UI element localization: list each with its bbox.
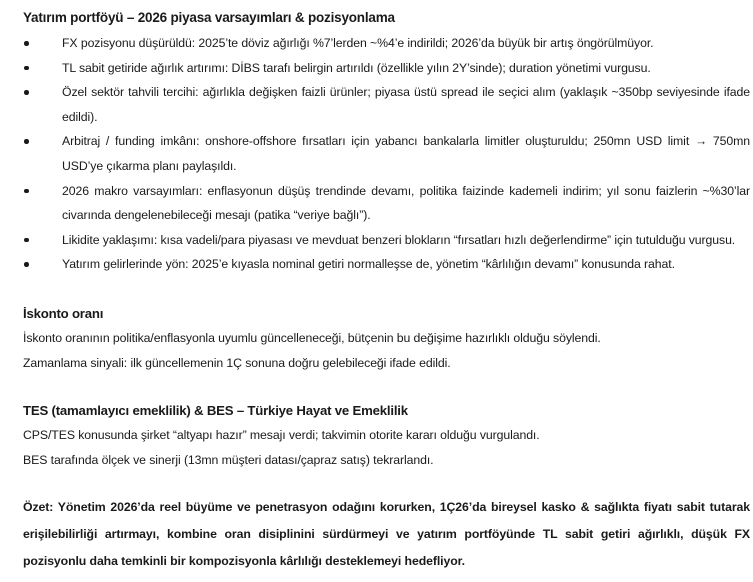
bullet-text: FX pozisyonu düşürüldü: 2025’te döviz ağırlığı %7’lerden ~%4’e indirildi; 2026’da büyük bir artış öngörülmüyor. xyxy=(62,36,654,50)
bullet-item xyxy=(23,80,750,129)
bullet-text: Arbitraj / funding imkânı: onshore-offshore fırsatları için yabancı bankalarla limitler oluşturuldu; 250mn USD limit → 750mn USD’ye çıkarma planı paylaşıldı. xyxy=(62,134,750,173)
bullet-text: Özel sektör tahvili tercihi: ağırlıkla değişken faizli ürünler; piyasa üstü spread ile seçici alım (yaklaşık ~350bp seviyesinde ifade edildi). xyxy=(62,85,750,124)
bullet-icon xyxy=(24,139,29,144)
bullet-item xyxy=(23,31,750,56)
bullet-list xyxy=(23,31,750,277)
bullet-icon xyxy=(24,41,29,46)
paragraph: Zamanlama sinyali: ilk güncellemenin 1Ç sonuna doğru gelebileceği ifade edildi. xyxy=(23,355,451,370)
bullet-item xyxy=(23,228,750,253)
section-iskonto-orani xyxy=(23,301,750,375)
bullet-text: Yatırım gelirlerinde yön: 2025’e kıyasla nominal getiri normalleşse de, yönetim “kârlılığın devamı” konusunda rahat. xyxy=(62,257,675,272)
bullet-icon xyxy=(24,238,29,243)
paragraph: BES tarafında ölçek ve sinerji (13mn müşteri datası/çapraz satış) tekrarlandı. xyxy=(23,452,434,467)
bullet-icon xyxy=(24,189,29,194)
bullet-item xyxy=(23,129,750,178)
bullet-icon xyxy=(24,66,29,71)
bullet-item xyxy=(23,252,750,277)
paragraph: CPS/TES konusunda şirket “altyapı hazır” mesajı verdi; takvimin otorite kararı olduğu vurgulandı. xyxy=(23,428,540,443)
section-heading-tes-bes: TES (tamamlayıcı emeklilik) & BES – Türkiye Hayat ve Emeklilik xyxy=(23,403,408,419)
paragraph: İskonto oranının politika/enflasyonla uyumlu güncelleneceği, bütçenin bu değişime hazırlıklı olduğu söylendi. xyxy=(23,330,601,345)
bullet-text: Likidite yaklaşımı: kısa vadeli/para piyasası ve mevduat benzeri blokların “fırsatları hızlı değerlendirme” için tutulduğu vurgusu. xyxy=(62,232,736,247)
bullet-icon xyxy=(24,262,29,267)
bullet-item xyxy=(23,56,750,81)
bullet-text: TL sabit getiride ağırlık artırımı: DİBS tarafı belirgin artırıldı (özellikle yılın 2Y’sinde); duration yönetimi vurgusu. xyxy=(62,60,651,75)
bullet-text: 2026 makro varsayımları: enflasyonun düşüş trendinde devamı, politika faizinde kademeli indirim; yıl sonu faizlerin ~%30’lar civarında dengelenebileceği mesajı (patika “veriye bağlı”). xyxy=(62,183,750,223)
bullet-icon xyxy=(24,90,29,95)
document-title: Yatırım portföyü – 2026 piyasa varsayımları & pozisyonlama xyxy=(23,10,395,25)
section-tes-bes xyxy=(23,398,750,472)
bullet-item xyxy=(23,179,750,228)
section-heading-iskonto-orani: İskonto oranı xyxy=(23,305,104,321)
summary-paragraph: Özet: Yönetim 2026’da reel büyüme ve penetrasyon odağını korurken, 1Ç26’da bireysel kasko & sağlıkta fiyatı sabit tutarak erişilebilirliği artırmayı, kombine oran disiplinini sürdürmeyi ve yatırım portföyünde TL sabit getiri ağırlıklı, düşük FX pozisyonlu daha temkinli bir kompozisyonla kârlılığı desteklemeyi hedefliyor. xyxy=(23,500,750,569)
